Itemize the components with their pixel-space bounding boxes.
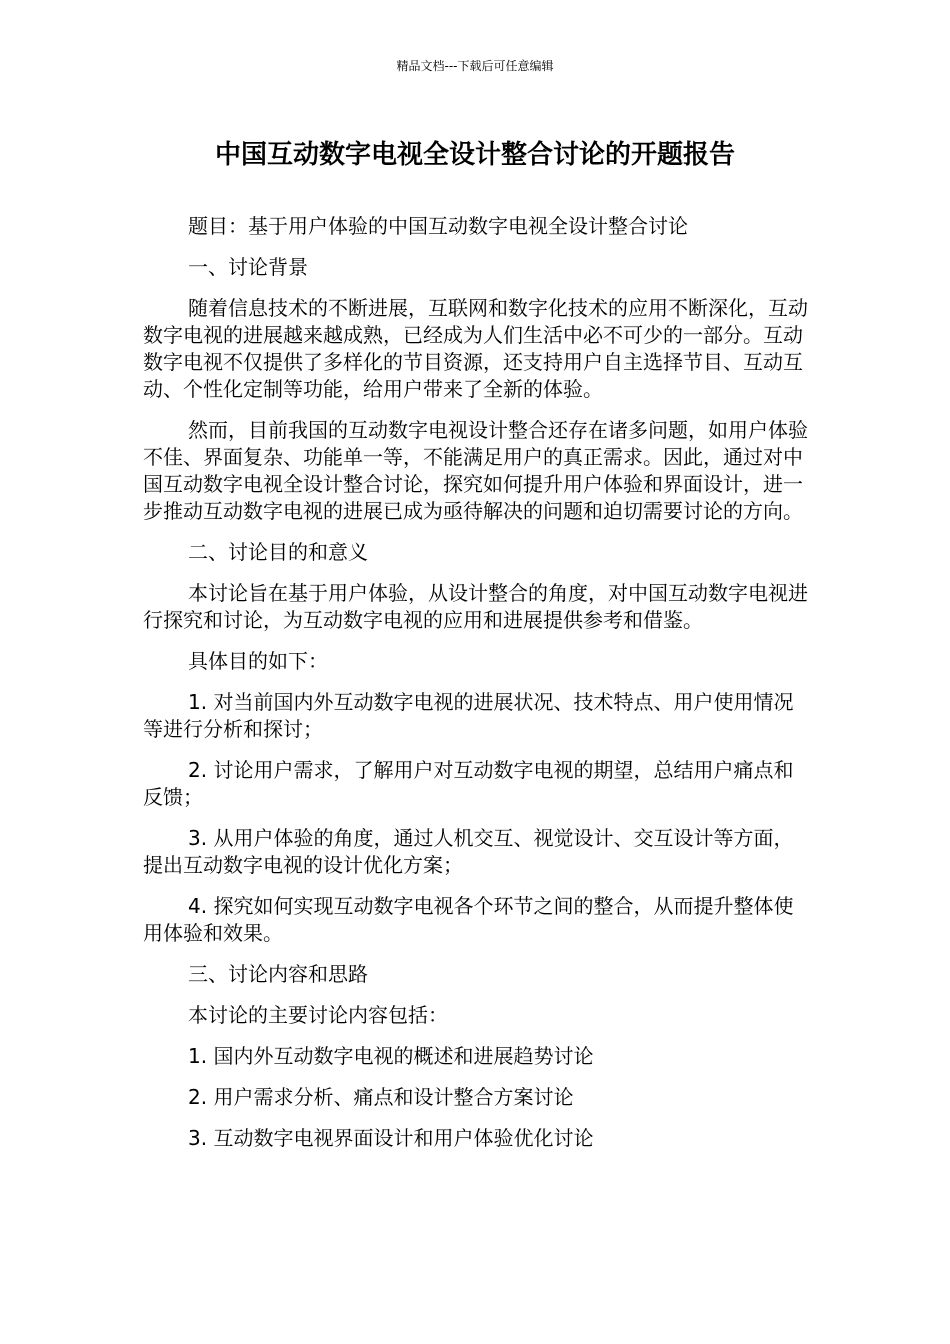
header-note: 精品文档---下载后可任意编辑 bbox=[396, 59, 554, 73]
section-heading-background: 一、讨论背景 bbox=[188, 255, 308, 279]
paragraph-background-2: 然而，目前我国的互动数字电视设计整合还存在诸多问题，如用户体验不佳、界面复杂、功能单一等，不能满足用户的真正需求。因此，通过对中国互动数字电视全设计整合讨论，探究如何提升用户体验和界面设计，进一步推动互动数字电视的进展已成为亟待解决的问题和迫切需要讨论的方向。 bbox=[143, 418, 808, 523]
list-item-content-3: 3. 互动数字电视界面设计和用户体验优化讨论 bbox=[188, 1126, 594, 1150]
list-item-goal-2: 2. 讨论用户需求，了解用户对互动数字电视的期望，总结用户痛点和反馈； bbox=[143, 758, 794, 809]
list-item-content-1: 1. 国内外互动数字电视的概述和进展趋势讨论 bbox=[188, 1044, 594, 1068]
section-heading-purpose: 二、讨论目的和意义 bbox=[188, 540, 368, 564]
list-item-goal-3: 3. 从用户体验的角度，通过人机交互、视觉设计、交互设计等方面，提出互动数字电视的设计优化方案； bbox=[143, 826, 794, 877]
paragraph-purpose: 本讨论旨在基于用户体验，从设计整合的角度，对中国互动数字电视进行探究和讨论，为互动数字电视的应用和进展提供参考和借鉴。 bbox=[143, 581, 808, 632]
paragraph-background-1: 随着信息技术的不断进展，互联网和数字化技术的应用不断深化，互动数字电视的进展越来越成熟，已经成为人们生活中必不可少的一部分。互动数字电视不仅提供了多样化的节目资源，还支持用户自主选择节目、互动互动、个性化定制等功能，给用户带来了全新的体验。 bbox=[143, 296, 808, 401]
paragraph-topic: 题目：基于用户体验的中国互动数字电视全设计整合讨论 bbox=[188, 214, 688, 238]
list-item-goal-1: 1. 对当前国内外互动数字电视的进展状况、技术特点、用户使用情况等进行分析和探讨； bbox=[143, 690, 794, 741]
document-title: 中国互动数字电视全设计整合讨论的开题报告 bbox=[214, 140, 735, 170]
document-body bbox=[143, 213, 808, 1166]
list-item-goal-4: 4. 探究如何实现互动数字电视各个环节之间的整合，从而提升整体使用体验和效果。 bbox=[143, 894, 794, 945]
paragraph-goals-intro: 具体目的如下： bbox=[188, 649, 328, 673]
list-item-content-2: 2. 用户需求分析、痛点和设计整合方案讨论 bbox=[188, 1085, 574, 1109]
section-heading-content: 三、讨论内容和思路 bbox=[188, 962, 368, 986]
paragraph-content-intro: 本讨论的主要讨论内容包括： bbox=[188, 1003, 448, 1027]
